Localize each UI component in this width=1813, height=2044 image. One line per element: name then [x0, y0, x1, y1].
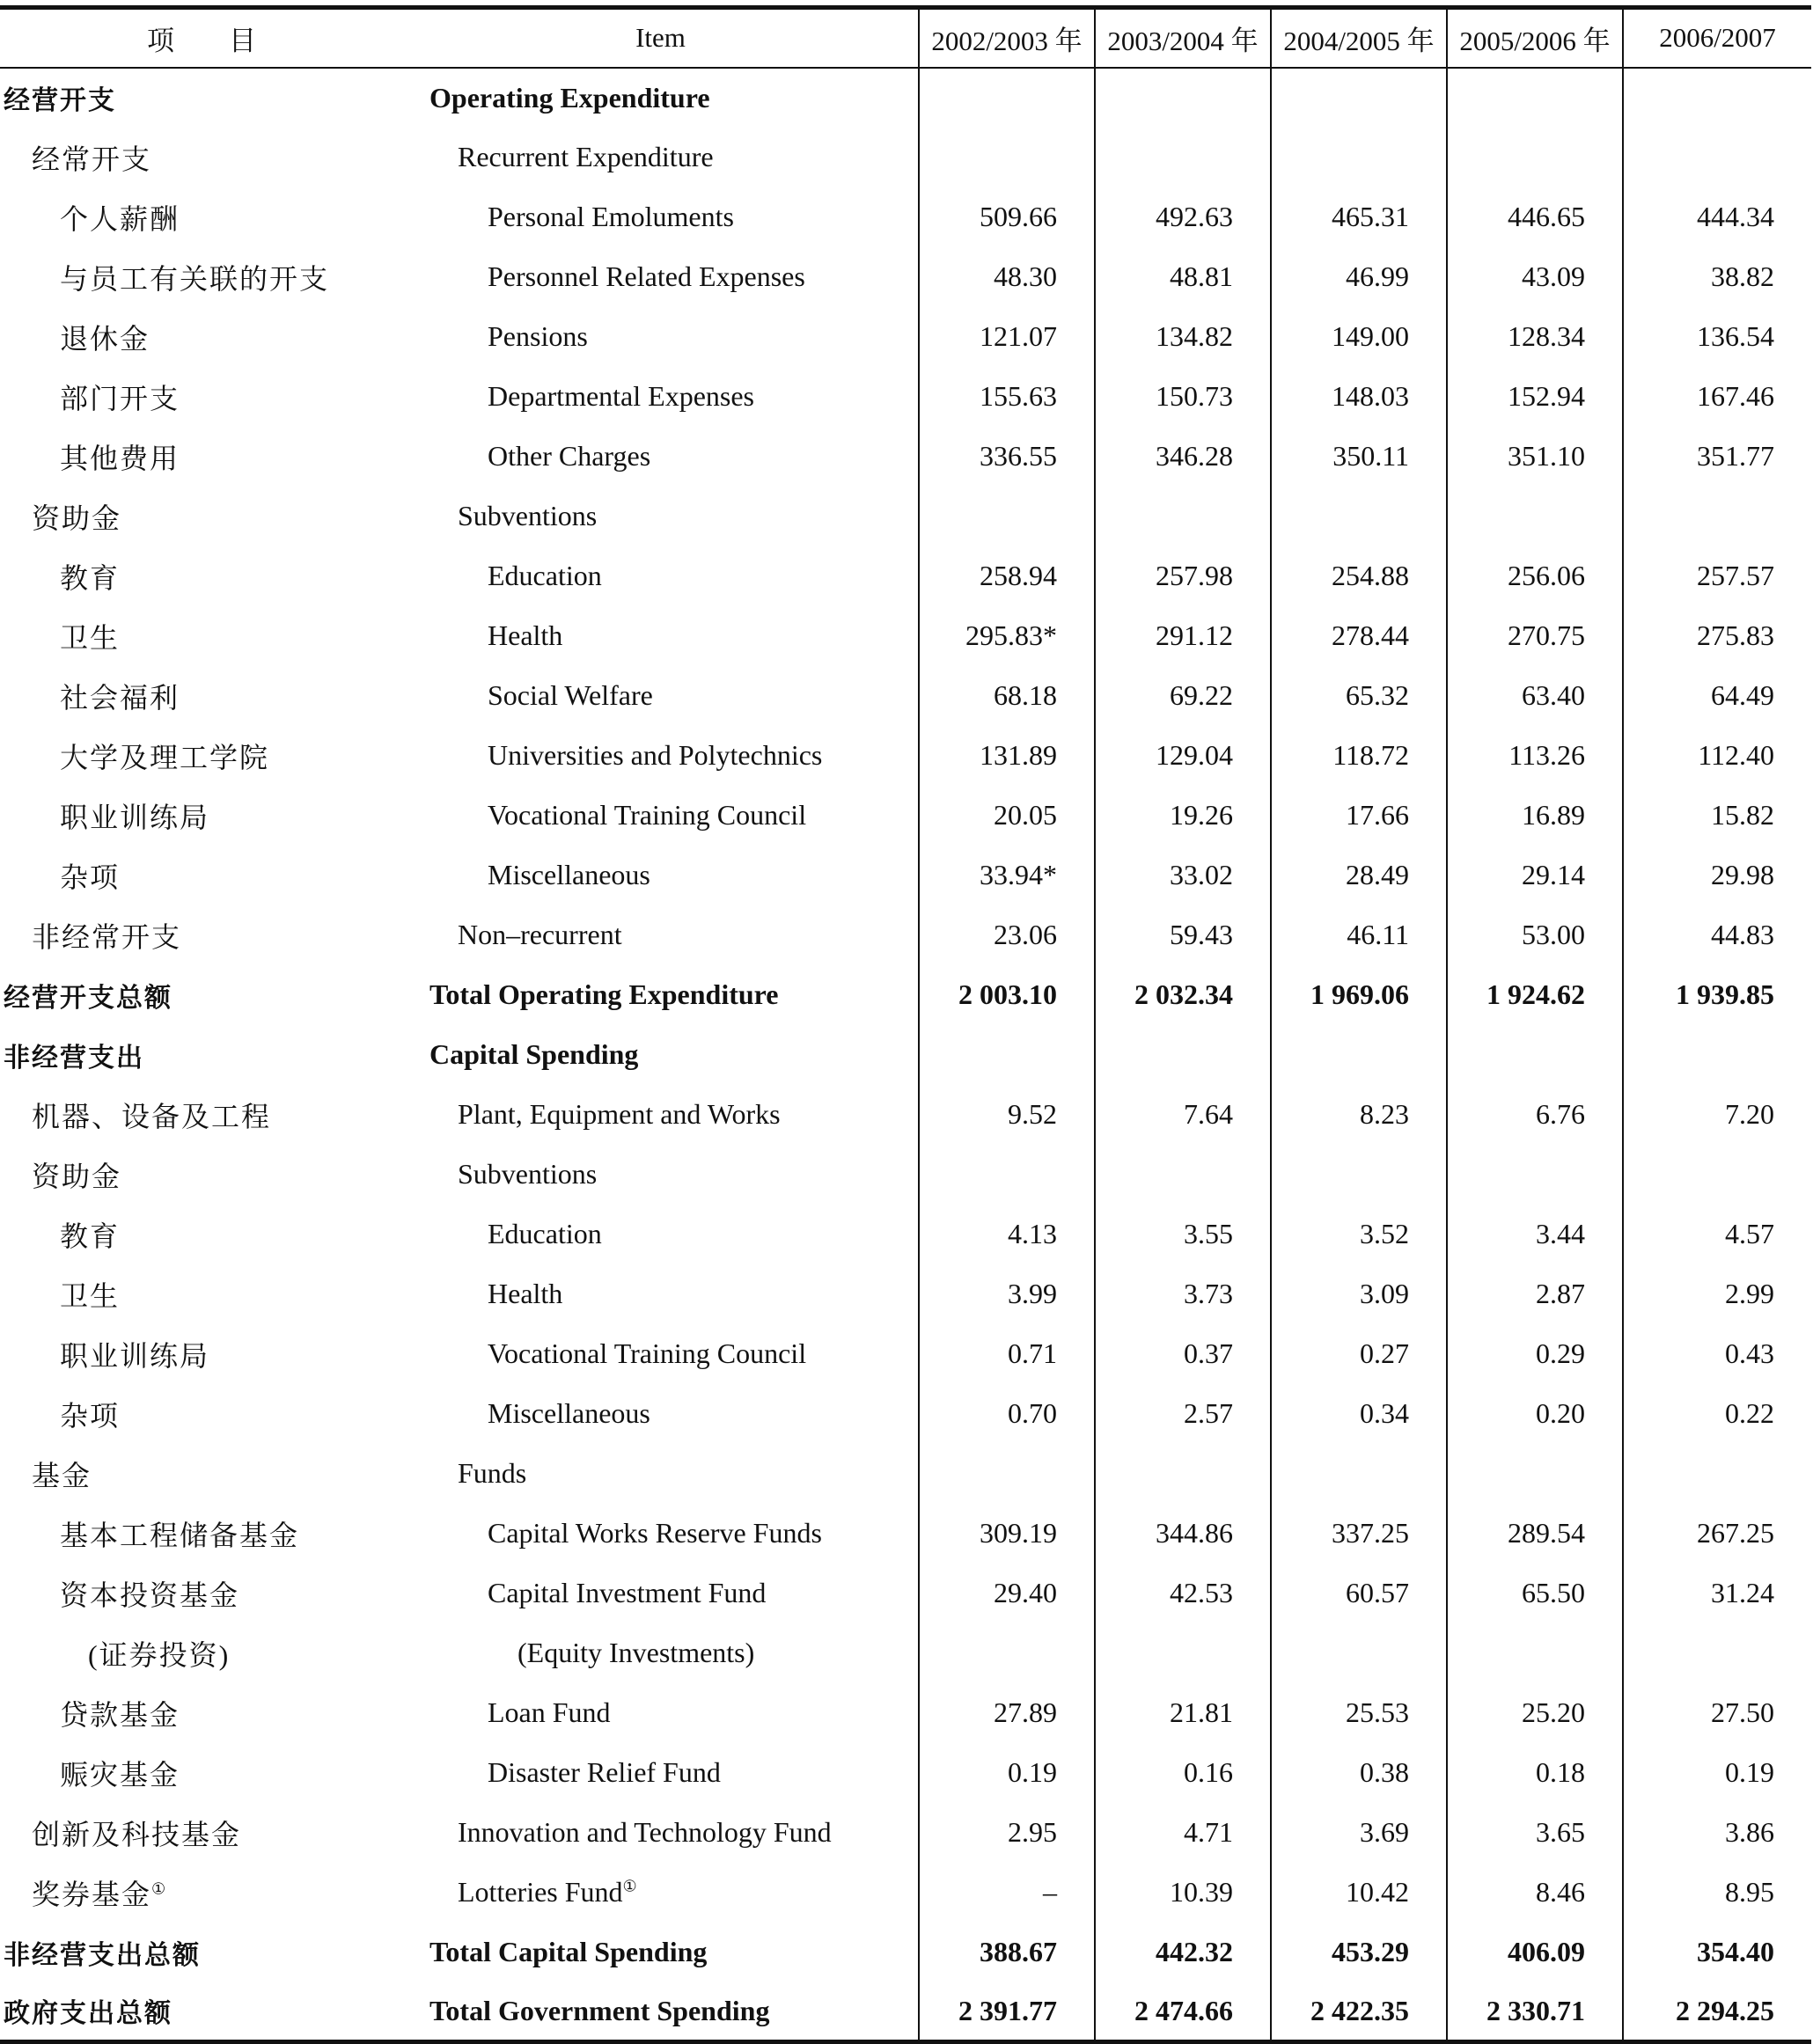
value-cell: 3.86 — [1623, 1803, 1811, 1863]
value-cell: 406.09 — [1447, 1923, 1623, 1982]
table-header-row — [0, 8, 1811, 68]
table-row — [0, 1025, 1811, 1085]
table-row — [0, 666, 1811, 726]
value-cell — [1623, 487, 1811, 546]
value-cell: 64.49 — [1623, 666, 1811, 726]
value-cell: 0.16 — [1095, 1743, 1271, 1803]
value-cell — [1447, 1623, 1623, 1683]
value-cell: 0.29 — [1447, 1324, 1623, 1384]
value-cell: 43.09 — [1447, 247, 1623, 307]
row-label-en: Social Welfare — [488, 679, 653, 711]
value-cell: 42.53 — [1095, 1564, 1271, 1623]
value-cell: 148.03 — [1271, 367, 1447, 427]
table-row — [0, 786, 1811, 846]
row-label-zh: 职业训练局 — [60, 1339, 210, 1372]
table-row — [0, 846, 1811, 905]
value-cell: 2 003.10 — [919, 965, 1095, 1025]
row-label-en: Vocational Training Council — [488, 799, 807, 831]
row-label-en: Capital Works Reserve Funds — [488, 1517, 822, 1549]
value-cell: 3.09 — [1271, 1264, 1447, 1324]
row-label-zh: 杂项 — [60, 861, 121, 893]
row-label-en: Subventions — [458, 500, 598, 531]
value-cell: 136.54 — [1623, 307, 1811, 367]
value-cell: 309.19 — [919, 1504, 1095, 1564]
table-row — [0, 487, 1811, 546]
row-label-en: Lotteries Fund① — [458, 1876, 637, 1908]
value-cell — [1271, 487, 1447, 546]
table-row — [0, 905, 1811, 965]
value-cell: 167.46 — [1623, 367, 1811, 427]
value-cell: 2 032.34 — [1095, 965, 1271, 1025]
row-label-en: Recurrent Expenditure — [458, 141, 714, 172]
header-year: 2005/2006 年 — [1447, 8, 1623, 68]
value-cell: 28.49 — [1271, 846, 1447, 905]
value-cell: 46.11 — [1271, 905, 1447, 965]
table-row — [0, 1564, 1811, 1623]
value-cell: 3.65 — [1447, 1803, 1623, 1863]
row-label-en: Total Government Spending — [403, 1982, 919, 2042]
value-cell: 289.54 — [1447, 1504, 1623, 1564]
value-cell: 2 422.35 — [1271, 1982, 1447, 2042]
value-cell: 1 939.85 — [1623, 965, 1811, 1025]
value-cell — [1095, 1025, 1271, 1085]
value-cell: 121.07 — [919, 307, 1095, 367]
value-cell: 350.11 — [1271, 427, 1447, 487]
row-label-zh: 大学及理工学院 — [60, 741, 270, 773]
row-label-en: Innovation and Technology Fund — [458, 1816, 832, 1848]
row-label-en: Personnel Related Expenses — [488, 260, 805, 292]
value-cell: 27.89 — [919, 1683, 1095, 1743]
value-cell: 9.52 — [919, 1085, 1095, 1145]
table-row — [0, 1863, 1811, 1923]
value-cell: 2.95 — [919, 1803, 1095, 1863]
value-cell: 27.50 — [1623, 1683, 1811, 1743]
value-cell — [1271, 1623, 1447, 1683]
value-cell: 29.98 — [1623, 846, 1811, 905]
value-cell: 15.82 — [1623, 786, 1811, 846]
row-label-zh: 资助金 — [32, 1160, 122, 1192]
row-label-zh: (证券投资) — [88, 1638, 231, 1671]
value-cell: 0.19 — [1623, 1743, 1811, 1803]
value-cell: 1 924.62 — [1447, 965, 1623, 1025]
row-label-en: (Equity Investments) — [517, 1637, 755, 1668]
row-label-zh: 卫生 — [60, 621, 121, 654]
row-label-zh: 卫生 — [60, 1279, 121, 1312]
value-cell: 19.26 — [1095, 786, 1271, 846]
value-cell — [1447, 128, 1623, 187]
value-cell: 3.55 — [1095, 1205, 1271, 1264]
value-cell: 16.89 — [1447, 786, 1623, 846]
value-cell: 444.34 — [1623, 187, 1811, 247]
value-cell: 2 294.25 — [1623, 1982, 1811, 2042]
row-label-en: Personal Emoluments — [488, 201, 734, 232]
spending-table-page — [0, 5, 1813, 2044]
table-row — [0, 247, 1811, 307]
value-cell — [1271, 1145, 1447, 1205]
row-label-zh: 经营开支 — [4, 85, 116, 116]
value-cell: 0.34 — [1271, 1384, 1447, 1444]
value-cell: 131.89 — [919, 726, 1095, 786]
table-row — [0, 1264, 1811, 1324]
row-label-zh: 机器、设备及工程 — [32, 1100, 272, 1132]
value-cell: 10.39 — [1095, 1863, 1271, 1923]
value-cell: 10.42 — [1271, 1863, 1447, 1923]
value-cell: 257.57 — [1623, 546, 1811, 606]
value-cell: 155.63 — [919, 367, 1095, 427]
row-label-zh: 非经营支出总额 — [4, 1939, 201, 1971]
value-cell: 25.53 — [1271, 1683, 1447, 1743]
value-cell: 23.06 — [919, 905, 1095, 965]
table-row — [0, 546, 1811, 606]
value-cell: 7.64 — [1095, 1085, 1271, 1145]
row-label-zh: 教育 — [60, 1220, 121, 1252]
value-cell: 267.25 — [1623, 1504, 1811, 1564]
value-cell: 8.23 — [1271, 1085, 1447, 1145]
row-label-en: Funds — [458, 1457, 527, 1489]
value-cell — [1271, 1025, 1447, 1085]
row-label-en: Miscellaneous — [488, 859, 650, 890]
value-cell: 254.88 — [1271, 546, 1447, 606]
table-row — [0, 307, 1811, 367]
value-cell: 257.98 — [1095, 546, 1271, 606]
value-cell: 4.13 — [919, 1205, 1095, 1264]
table-row — [0, 1324, 1811, 1384]
value-cell: 446.65 — [1447, 187, 1623, 247]
value-cell: 33.94* — [919, 846, 1095, 905]
value-cell: 21.81 — [1095, 1683, 1271, 1743]
row-label-en: Miscellaneous — [488, 1397, 650, 1429]
value-cell: 20.05 — [919, 786, 1095, 846]
value-cell: 509.66 — [919, 187, 1095, 247]
row-label-zh: 赈灾基金 — [60, 1758, 180, 1791]
row-label-en: Universities and Polytechnics — [488, 739, 823, 771]
row-label-zh: 资本投资基金 — [60, 1579, 240, 1611]
row-label-zh: 经常开支 — [32, 143, 152, 175]
table-row — [0, 606, 1811, 666]
value-cell: 2.57 — [1095, 1384, 1271, 1444]
row-label-en: Total Operating Expenditure — [429, 978, 779, 1010]
value-cell: 46.99 — [1271, 247, 1447, 307]
value-cell: 128.34 — [1447, 307, 1623, 367]
value-cell: 0.19 — [919, 1743, 1095, 1803]
value-cell: 0.43 — [1623, 1324, 1811, 1384]
value-cell — [1623, 128, 1811, 187]
table-row — [0, 1504, 1811, 1564]
value-cell — [1095, 1623, 1271, 1683]
value-cell: 65.32 — [1271, 666, 1447, 726]
value-cell: 4.71 — [1095, 1803, 1271, 1863]
value-cell — [919, 1623, 1095, 1683]
value-cell: 337.25 — [1271, 1504, 1447, 1564]
row-label-zh: 杂项 — [60, 1399, 121, 1432]
value-cell: 129.04 — [1095, 726, 1271, 786]
table-row — [0, 1145, 1811, 1205]
value-cell: 150.73 — [1095, 367, 1271, 427]
value-cell — [919, 68, 1095, 128]
row-label-zh: 政府支出总额 — [0, 1982, 403, 2042]
value-cell: 0.20 — [1447, 1384, 1623, 1444]
table-row — [0, 1982, 1811, 2042]
row-label-zh: 职业训练局 — [60, 801, 210, 833]
value-cell: 0.71 — [919, 1324, 1095, 1384]
header-year: 2004/2005 年 — [1271, 8, 1447, 68]
value-cell: 1 969.06 — [1271, 965, 1447, 1025]
value-cell: 465.31 — [1271, 187, 1447, 247]
table-row — [0, 1444, 1811, 1504]
table-body — [0, 68, 1811, 2042]
row-label-zh: 奖券基金① — [32, 1878, 168, 1910]
value-cell: 17.66 — [1271, 786, 1447, 846]
row-label-en: Non–recurrent — [458, 919, 622, 950]
row-label-zh: 资助金 — [32, 502, 122, 534]
value-cell: 69.22 — [1095, 666, 1271, 726]
value-cell: 291.12 — [1095, 606, 1271, 666]
value-cell — [1447, 68, 1623, 128]
row-label-en: Capital Investment Fund — [488, 1577, 767, 1608]
table-row — [0, 1085, 1811, 1145]
value-cell — [1447, 1444, 1623, 1504]
value-cell — [919, 487, 1095, 546]
value-cell: 149.00 — [1271, 307, 1447, 367]
row-label-zh: 基金 — [32, 1459, 92, 1491]
row-label-en: Health — [488, 1278, 563, 1309]
header-year: 2006/2007 — [1623, 8, 1811, 68]
row-label-en: Plant, Equipment and Works — [458, 1098, 781, 1130]
header-year: 2003/2004 年 — [1095, 8, 1271, 68]
value-cell: 344.86 — [1095, 1504, 1271, 1564]
row-label-zh: 与员工有关联的开支 — [60, 262, 330, 295]
value-cell: 442.32 — [1095, 1923, 1271, 1982]
value-cell — [1447, 1145, 1623, 1205]
row-label-en: Pensions — [488, 320, 588, 352]
footnote-marker: ① — [151, 1879, 168, 1897]
table-row — [0, 1923, 1811, 1982]
value-cell — [1095, 487, 1271, 546]
value-cell: 453.29 — [1271, 1923, 1447, 1982]
table-row — [0, 726, 1811, 786]
value-cell: 6.76 — [1447, 1085, 1623, 1145]
row-label-en: Capital Spending — [429, 1038, 639, 1070]
value-cell: 152.94 — [1447, 367, 1623, 427]
row-label-zh: 退休金 — [60, 322, 150, 355]
value-cell — [1095, 1145, 1271, 1205]
row-label-en: Health — [488, 619, 563, 651]
value-cell: 388.67 — [919, 1923, 1095, 1982]
row-label-en: Education — [488, 1218, 602, 1249]
value-cell: 2 391.77 — [919, 1982, 1095, 2042]
table-row — [0, 427, 1811, 487]
value-cell: 38.82 — [1623, 247, 1811, 307]
value-cell: 29.40 — [919, 1564, 1095, 1623]
value-cell: 2 330.71 — [1447, 1982, 1623, 2042]
table-row — [0, 1623, 1811, 1683]
table-row — [0, 965, 1811, 1025]
row-label-zh: 非经常开支 — [32, 920, 182, 953]
value-cell: 3.69 — [1271, 1803, 1447, 1863]
value-cell: 53.00 — [1447, 905, 1623, 965]
header-item-zh: 项 目 — [0, 8, 403, 68]
value-cell — [1623, 1444, 1811, 1504]
value-cell: 68.18 — [919, 666, 1095, 726]
value-cell — [1623, 1145, 1811, 1205]
value-cell — [919, 1444, 1095, 1504]
row-label-en: Total Capital Spending — [429, 1936, 708, 1967]
value-cell: 2.99 — [1623, 1264, 1811, 1324]
header-year: 2002/2003 年 — [919, 8, 1095, 68]
government-spending-table — [0, 5, 1811, 2044]
value-cell — [1447, 1025, 1623, 1085]
value-cell: 0.70 — [919, 1384, 1095, 1444]
value-cell — [919, 128, 1095, 187]
value-cell: 0.27 — [1271, 1324, 1447, 1384]
footnote-marker: ① — [622, 1877, 637, 1895]
table-row — [0, 1683, 1811, 1743]
row-label-zh: 基本工程储备基金 — [60, 1519, 300, 1551]
row-label-zh: 其他费用 — [60, 442, 180, 474]
row-label-en: Subventions — [458, 1158, 598, 1190]
value-cell: 0.22 — [1623, 1384, 1811, 1444]
value-cell: 270.75 — [1447, 606, 1623, 666]
value-cell: 48.30 — [919, 247, 1095, 307]
table-row — [0, 1205, 1811, 1264]
value-cell: 8.95 — [1623, 1863, 1811, 1923]
row-label-en: Departmental Expenses — [488, 380, 754, 412]
value-cell: 492.63 — [1095, 187, 1271, 247]
value-cell: 295.83* — [919, 606, 1095, 666]
value-cell: 258.94 — [919, 546, 1095, 606]
value-cell: 351.10 — [1447, 427, 1623, 487]
value-cell: 3.73 — [1095, 1264, 1271, 1324]
value-cell: 44.83 — [1623, 905, 1811, 965]
value-cell: 0.18 — [1447, 1743, 1623, 1803]
row-label-zh: 个人薪酬 — [60, 202, 180, 235]
value-cell: 275.83 — [1623, 606, 1811, 666]
row-label-zh: 经营开支总额 — [4, 982, 172, 1014]
table-row — [0, 1743, 1811, 1803]
row-label-zh: 部门开支 — [60, 382, 180, 414]
table-row — [0, 187, 1811, 247]
value-cell: 118.72 — [1271, 726, 1447, 786]
value-cell: 33.02 — [1095, 846, 1271, 905]
value-cell — [919, 1025, 1095, 1085]
value-cell: 2.87 — [1447, 1264, 1623, 1324]
value-cell: 48.81 — [1095, 247, 1271, 307]
value-cell — [1271, 128, 1447, 187]
value-cell — [1271, 1444, 1447, 1504]
value-cell: 29.14 — [1447, 846, 1623, 905]
value-cell — [1271, 68, 1447, 128]
value-cell — [1447, 487, 1623, 546]
value-cell: 3.52 — [1271, 1205, 1447, 1264]
row-label-zh: 非经营支出 — [4, 1042, 144, 1073]
table-row — [0, 1803, 1811, 1863]
value-cell: 3.44 — [1447, 1205, 1623, 1264]
value-cell: 25.20 — [1447, 1683, 1623, 1743]
value-cell: 278.44 — [1271, 606, 1447, 666]
value-cell: 31.24 — [1623, 1564, 1811, 1623]
value-cell: 7.20 — [1623, 1085, 1811, 1145]
value-cell — [1623, 1025, 1811, 1085]
table-row — [0, 1384, 1811, 1444]
value-cell: – — [919, 1863, 1095, 1923]
value-cell: 59.43 — [1095, 905, 1271, 965]
value-cell — [1623, 68, 1811, 128]
value-cell: 0.37 — [1095, 1324, 1271, 1384]
row-label-zh: 创新及科技基金 — [32, 1818, 242, 1850]
value-cell: 65.50 — [1447, 1564, 1623, 1623]
value-cell: 3.99 — [919, 1264, 1095, 1324]
table-row — [0, 128, 1811, 187]
row-label-zh: 教育 — [60, 561, 121, 594]
value-cell: 63.40 — [1447, 666, 1623, 726]
value-cell — [919, 1145, 1095, 1205]
value-cell — [1095, 68, 1271, 128]
row-label-en: Loan Fund — [488, 1696, 611, 1728]
row-label-en: Disaster Relief Fund — [488, 1756, 721, 1788]
row-label-en: Education — [488, 560, 602, 591]
value-cell: 134.82 — [1095, 307, 1271, 367]
value-cell: 4.57 — [1623, 1205, 1811, 1264]
value-cell: 346.28 — [1095, 427, 1271, 487]
row-label-en: Vocational Training Council — [488, 1337, 807, 1369]
header-item-en: Item — [403, 8, 919, 68]
row-label-en: Operating Expenditure — [429, 81, 710, 114]
value-cell — [1095, 1444, 1271, 1504]
value-cell: 112.40 — [1623, 726, 1811, 786]
value-cell: 2 474.66 — [1095, 1982, 1271, 2042]
value-cell: 0.38 — [1271, 1743, 1447, 1803]
value-cell: 256.06 — [1447, 546, 1623, 606]
value-cell: 60.57 — [1271, 1564, 1447, 1623]
value-cell: 8.46 — [1447, 1863, 1623, 1923]
value-cell: 336.55 — [919, 427, 1095, 487]
table-row — [0, 68, 1811, 128]
table-row — [0, 367, 1811, 427]
value-cell: 354.40 — [1623, 1923, 1811, 1982]
value-cell: 351.77 — [1623, 427, 1811, 487]
value-cell — [1095, 128, 1271, 187]
row-label-en: Other Charges — [488, 440, 651, 472]
value-cell — [1623, 1623, 1811, 1683]
row-label-zh: 社会福利 — [60, 681, 180, 714]
value-cell: 113.26 — [1447, 726, 1623, 786]
row-label-zh: 贷款基金 — [60, 1698, 180, 1731]
